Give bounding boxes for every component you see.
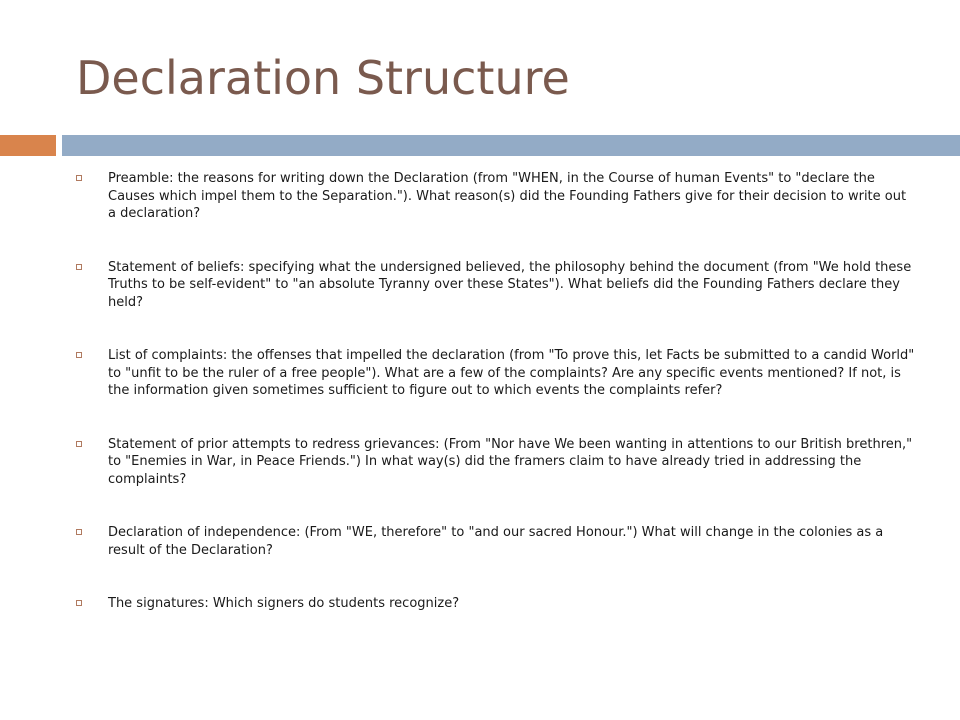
- title-accent-bar: [0, 135, 56, 156]
- bullet-signatures: [76, 595, 916, 613]
- bullet-text: Statement of beliefs: specifying what the undersigned believed, the philosophy behind the document (from "We hold these Truths to be self-evident" to "an absolute Tyranny over these States"). What beliefs did the Founding Fathers declare they held?: [108, 259, 912, 310]
- bullet-prior-attempts: [76, 436, 916, 489]
- hollow-square-icon: [76, 441, 82, 447]
- title-underline-bar: [62, 135, 960, 156]
- bullet-text: Preamble: the reasons for writing down the Declaration (from "WHEN, in the Course of human Events" to "declare the Causes which impel them to the Separation."). What reason(s) did the Founding Fathers give for their decision to write out a declaration?: [108, 171, 907, 221]
- bullet-text: Statement of prior attempts to redress grievances: (From "Nor have We been wanting in attentions to our British brethren," to "Enemies in War, in Peace Friends.") In what way(s) did the framers claim to have already tried in addressing the complaints?: [108, 436, 913, 487]
- bullet-text: The signatures: Which signers do students recognize?: [108, 596, 460, 611]
- bullet-list: [76, 170, 916, 613]
- slide-title: Declaration Structure: [76, 51, 570, 105]
- bullet-preamble: [76, 170, 916, 223]
- bullet-list-of-complaints: [76, 347, 916, 400]
- hollow-square-icon: [76, 600, 82, 606]
- hollow-square-icon: [76, 264, 82, 270]
- hollow-square-icon: [76, 352, 82, 358]
- bullet-text: Declaration of independence: (From "WE, therefore" to "and our sacred Honour.") What will change in the colonies as a result of the Declaration?: [108, 525, 884, 558]
- bullet-text: List of complaints: the offenses that impelled the declaration (from "To prove this, let Facts be submitted to a candid World" to "unfit to be the ruler of a free people"). What are a few of the complaints? Are any specific events mentioned? If not, is the information given sometimes sufficient to figure out to which events the complaints refer?: [108, 348, 915, 398]
- bullet-declaration-of-independence: [76, 524, 916, 559]
- hollow-square-icon: [76, 175, 82, 181]
- bullet-statement-of-beliefs: [76, 259, 916, 312]
- hollow-square-icon: [76, 529, 82, 535]
